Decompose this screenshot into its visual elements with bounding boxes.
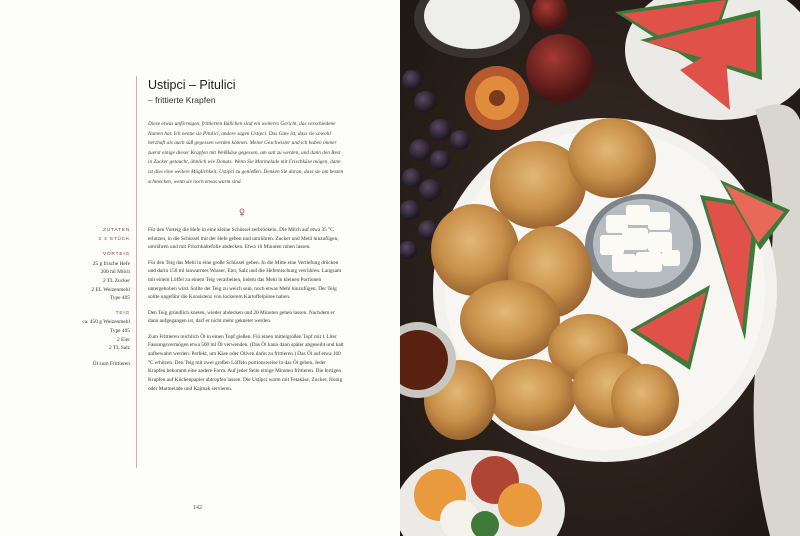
instruction-step: Den Teig gründlich kneten, wieder abdecken und 20 Minuten gehen lassen. Nachdem er dann aufgegangen ist, darf er nicht mehr geknetet werden. bbox=[148, 309, 335, 325]
recipe-title: Ustipci – Pitulici bbox=[148, 78, 236, 92]
instruction-step: Zum Frittieren reichlich Öl in einen Topf gießen. Für einen mittelgroßen Topf mit 1 Liter Fassungsvermögen etwa 500 ml Öl verwenden. (Das Öl kann dann später abgeseiht und kalt aufbewahrt werden. Perfekt, um Käse oder Oliven darin zu frittieren.) Das Öl auf etwa 160 °C erhitzen. Den Teig mit zwei großen Löffeln portionsweise in das Öl geben. Jeder Krapfen bekommt eine andere Form. Auf jeder Seite einige Minuten frittieren. Die fertigen Krapfen auf Küchenpapier abtropfen lassen. Die Ustipci warm mit Fetakäse, Zucker, Honig oder Marmelade und Kajmak servieren. bbox=[148, 333, 344, 392]
ingredient-item: Öl zum Frittieren bbox=[92, 360, 130, 367]
teig-heading: TEIG bbox=[115, 310, 130, 316]
instruction-step: Für den Teig das Mehl in eine große Schüssel geben. In die Mitte eine Vertiefung drücken und darin 150 ml lauwarmes Wasser, Eier, Salz und die Hefemischung verrühren. Langsam mit einem Löffel zu einem Teig verarbeiten, indem das Mehl in kleinen Portionen untergehoben wird. Sollte der Teig zu weich sein, noch etwas Mehl hinzufügen. Der Teig sollte ungefähr die Konsistenz von lockerem Kartoffelpüree haben. bbox=[148, 259, 342, 301]
cheese-bowl bbox=[585, 194, 701, 298]
ingredient-item: 2 TL Salz bbox=[109, 345, 130, 352]
yield-label: 2 4 STÜCK bbox=[98, 236, 130, 242]
ingredient-item: Type 405 bbox=[109, 295, 130, 302]
ingredient-item: 200 ml Milch bbox=[100, 269, 130, 276]
food-photo bbox=[400, 0, 800, 536]
instructions bbox=[148, 226, 344, 400]
ingredient-item: ca. 450 g Weizenmehl bbox=[82, 319, 130, 326]
ingredient-item: 25 g frische Hefe bbox=[92, 260, 130, 267]
recipe-subtitle: – frittierte Krapfen bbox=[148, 95, 216, 105]
ingredient-item: 2 TL Zucker bbox=[103, 277, 130, 284]
ingredient-item: 2 Eier bbox=[116, 336, 130, 343]
food-photo-illustration bbox=[400, 0, 800, 536]
ingredients-heading: ZUTATEN bbox=[102, 228, 130, 233]
recipe-intro: Diese etwas unförmigen, frittierten Bällchen sind ein weiteres Gericht, das verschiedene Namen hat. Ich nenne sie Pitulici, andere sagen Ustipci. Das Gute ist, dass sie sowohl herzhaft als auch süß gegessen werden können. Meine Geschwister und ich haben immer zuerst einige dieser Krapfen mit Weißkäse gegessen, um satt zu werden, und dann den Rest in Zucker getaucht, ähnlich wie Donuts. Wenn Sie Marmelade mit Frischkäse mögen, dann ist dies eine weitere Möglichkeit, Ustipci zu genießen. Denken Sie daran, dass sie am besten schmecken, wenn sie noch etwas warm sind. bbox=[148, 121, 344, 185]
vertical-divider bbox=[136, 76, 137, 468]
ingredient-item: Type 405 bbox=[109, 327, 130, 334]
ingredient-item: 2 EL Weizenmehl bbox=[91, 286, 130, 293]
flower-ornament-icon bbox=[237, 207, 247, 217]
vorteig-heading: VORTEIG bbox=[102, 252, 130, 258]
instruction-step: Für den Vorteig die Hefe in eine kleine Schüssel zerbröckeln. Die Milch auf etwa 35 °C erhitzen, in die Schüssel mit der Hefe geben und umrühren. Zucker und Mehl hinzufügen, umrühren und mit Frischhaltefolie abdecken. Etwa 10 Minuten ruhen lassen. bbox=[148, 227, 339, 251]
ingredients-sidebar bbox=[40, 227, 130, 375]
page-number: 142 bbox=[193, 505, 202, 511]
